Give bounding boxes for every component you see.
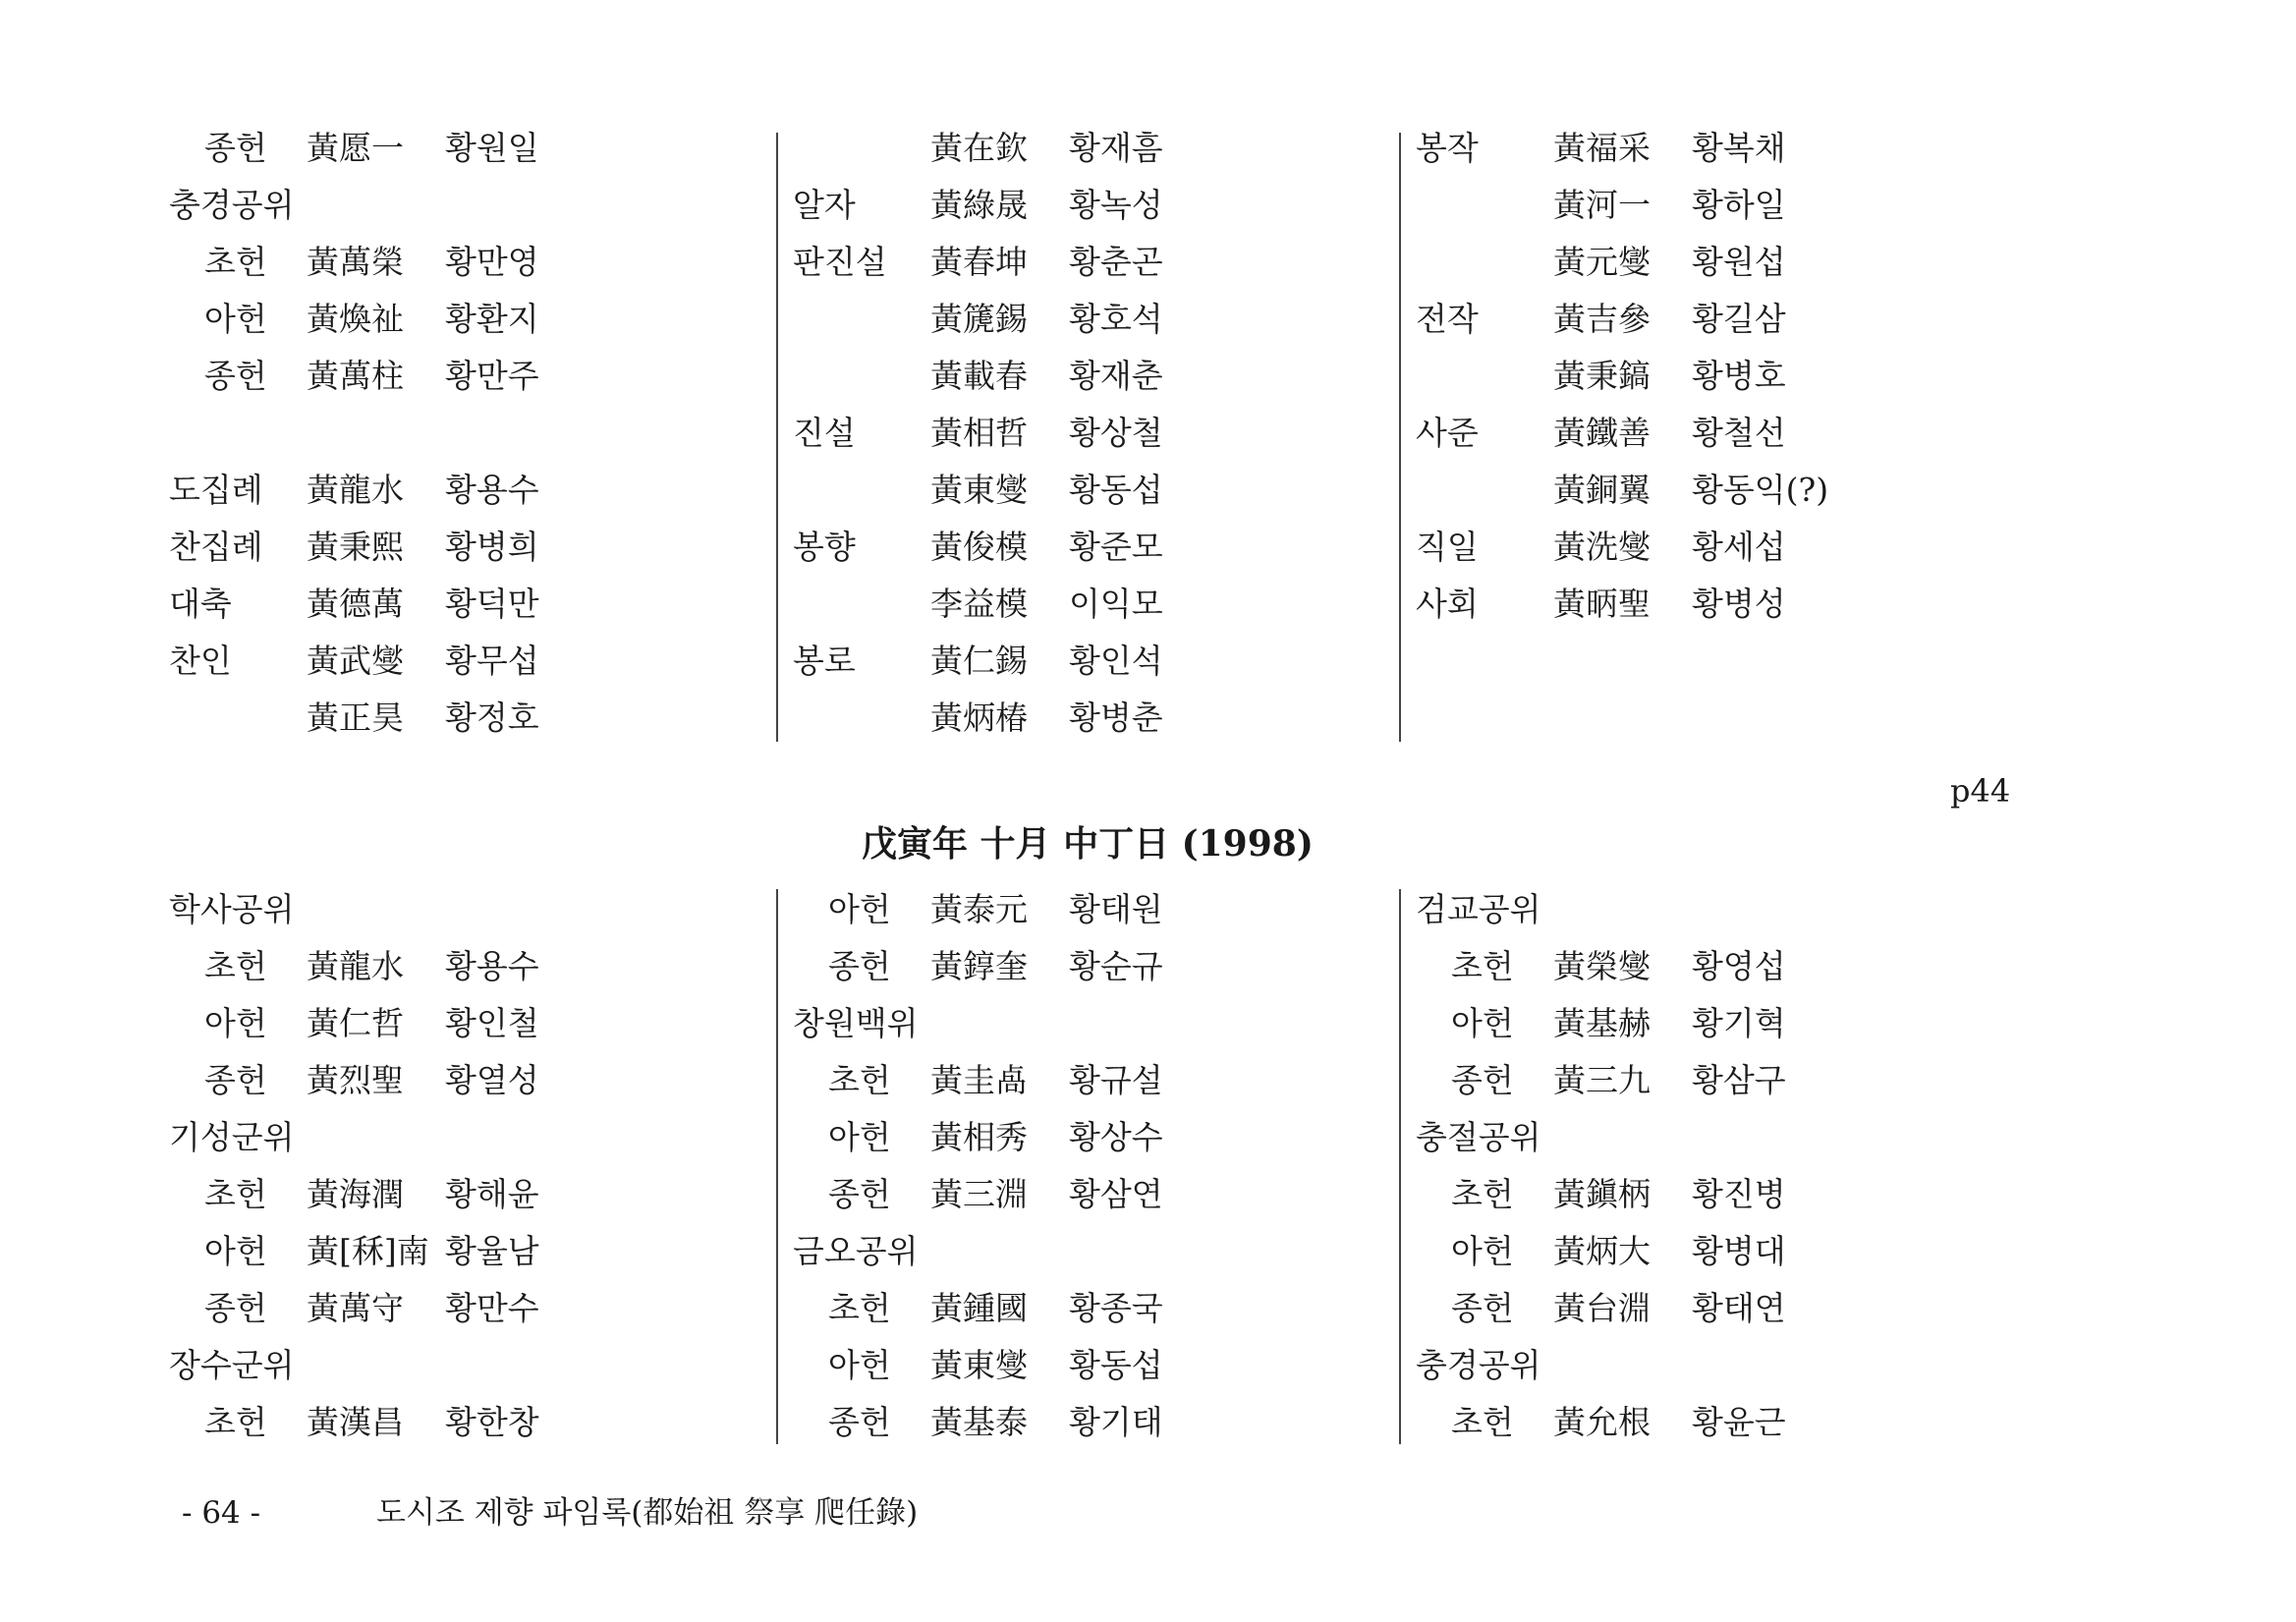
role-label: 봉향 [793,528,856,566]
footer-book-title: 도시조 제향 파임록(都始祖 祭享 爬任錄) [376,1495,919,1531]
hanja-name: 黃綠晟 [930,186,1028,224]
hangul-name: 황환지 [445,300,539,338]
role-label: 직일 [1416,528,1479,566]
role-label: 도집례 [169,471,263,509]
role-label: 봉작 [1416,129,1479,167]
role-label: 종헌 [204,1061,267,1099]
hangul-name: 황삼연 [1069,1175,1163,1213]
hangul-name: 황인석 [1069,642,1163,680]
entry-row [1416,1342,1927,1389]
hanja-name: 黃仁哲 [307,1004,404,1042]
entry-row [169,1000,680,1047]
hangul-name: 황병춘 [1069,699,1163,737]
hangul-name: 황용수 [445,471,539,509]
entry-row [169,296,680,343]
hangul-name: 황율남 [445,1232,539,1270]
entry-row [793,1114,1304,1161]
hanja-name: 黃鎭柄 [1553,1175,1651,1213]
entry-row [1416,1171,1927,1218]
role-label: 전작 [1416,300,1479,338]
hanja-name: 黃福采 [1553,129,1651,167]
hangul-name: 황인철 [445,1004,539,1042]
hangul-name: 황만영 [445,243,539,281]
hangul-name: 황춘곤 [1069,243,1163,281]
column-divider [1399,133,1401,742]
role-label: 금오공위 [793,1232,919,1270]
hanja-name: 黃元燮 [1553,243,1651,281]
hanja-name: 黃圭卨 [930,1061,1028,1099]
hangul-name: 황세섭 [1692,528,1786,566]
hanja-name: 黃秉熙 [307,528,404,566]
hanja-name: 黃[秝]南 [307,1232,429,1270]
hangul-name: 황준모 [1069,528,1163,566]
hangul-name: 황순규 [1069,947,1163,985]
hanja-name: 黃鍾國 [930,1289,1028,1327]
entry-row [1416,296,1927,343]
hanja-name: 黃鐵善 [1553,414,1651,452]
role-label: 종헌 [828,1175,891,1213]
hangul-name: 황병성 [1692,585,1786,623]
hangul-name: 황기태 [1069,1403,1163,1441]
role-label: 사준 [1416,414,1479,452]
role-label: 아헌 [204,1004,267,1042]
entry-row [1416,353,1927,400]
entry-row [169,125,680,172]
hangul-name: 황종국 [1069,1289,1163,1327]
entry-row [169,886,680,933]
hangul-name: 황진병 [1692,1175,1786,1213]
entry-row [793,1228,1304,1275]
hanja-name: 黃載春 [930,357,1028,395]
hanja-name: 黃秉鎬 [1553,357,1651,395]
entry-row [169,1342,680,1389]
hangul-name: 황철선 [1692,414,1786,452]
hanja-name: 黃三九 [1553,1061,1651,1099]
role-label: 검교공위 [1416,890,1541,928]
column-divider [776,889,778,1444]
hanja-name: 黃萬守 [307,1289,404,1327]
entry-row [169,1285,680,1332]
hanja-name: 黃台淵 [1553,1289,1651,1327]
hangul-name: 황덕만 [445,585,539,623]
column-divider [776,133,778,742]
entry-row [793,1171,1304,1218]
hangul-name: 황열성 [445,1061,539,1099]
entry-row [169,638,680,685]
entry-row [1416,125,1927,172]
hanja-name: 黃相哲 [930,414,1028,452]
hanja-name: 黃漢昌 [307,1403,404,1441]
role-label: 아헌 [1451,1232,1514,1270]
entry-row [793,296,1304,343]
hangul-name: 황규설 [1069,1061,1163,1099]
entry-row [169,239,680,286]
hanja-name: 黃東燮 [930,1346,1028,1384]
role-label: 초헌 [204,1175,267,1213]
hangul-name: 황해윤 [445,1175,539,1213]
role-label: 기성군위 [169,1118,295,1156]
hanja-name: 黃吉參 [1553,300,1651,338]
hangul-name: 황만주 [445,357,539,395]
role-label: 초헌 [1451,1403,1514,1441]
role-label: 초헌 [828,1289,891,1327]
entry-row [169,524,680,571]
hanja-name: 黃東燮 [930,471,1028,509]
entry-row [1416,1228,1927,1275]
hangul-name: 이익모 [1069,585,1163,623]
entry-row [1416,182,1927,229]
entry-row [169,1114,680,1161]
entry-row [1416,1285,1927,1332]
hanja-name: 黃銅翼 [1553,471,1651,509]
hangul-name: 황동섭 [1069,471,1163,509]
hangul-name: 황삼구 [1692,1061,1786,1099]
role-label: 초헌 [1451,1175,1514,1213]
role-label: 사회 [1416,585,1479,623]
role-label: 아헌 [1451,1004,1514,1042]
hanja-name: 黃錞奎 [930,947,1028,985]
entry-row [169,1228,680,1275]
entry-row [793,239,1304,286]
role-label: 초헌 [1451,947,1514,985]
role-label: 찬집례 [169,528,263,566]
hanja-name: 黃烈聖 [307,1061,404,1099]
hanja-name: 黃洗燮 [1553,528,1651,566]
entry-row [1416,1057,1927,1104]
hanja-name: 黃河一 [1553,186,1651,224]
entry-row [169,695,680,742]
entry-row [793,1399,1304,1446]
hangul-name: 황태원 [1069,890,1163,928]
hanja-name: 黃愿一 [307,129,404,167]
role-label: 종헌 [204,129,267,167]
role-label: 종헌 [204,1289,267,1327]
entry-row [1416,1114,1927,1161]
entry-row [169,182,680,229]
hangul-name: 황무섭 [445,642,539,680]
hangul-name: 황호석 [1069,300,1163,338]
role-label: 종헌 [828,947,891,985]
hanja-name: 黃龍水 [307,947,404,985]
role-label: 아헌 [204,300,267,338]
role-label: 종헌 [828,1403,891,1441]
hanja-name: 黃在欽 [930,129,1028,167]
hanja-name: 黃俊模 [930,528,1028,566]
hangul-name: 황용수 [445,947,539,985]
role-label: 판진설 [793,243,887,281]
entry-row [793,182,1304,229]
hanja-name: 黃萬柱 [307,357,404,395]
entry-row [793,581,1304,628]
hangul-name: 황동섭 [1069,1346,1163,1384]
hangul-name: 황기혁 [1692,1004,1786,1042]
entry-row [169,353,680,400]
hanja-name: 黃榮燮 [1553,947,1651,985]
role-label: 봉로 [793,642,856,680]
entry-row [793,886,1304,933]
role-label: 초헌 [204,243,267,281]
entry-row [1416,1000,1927,1047]
entry-row [1416,581,1927,628]
hanja-name: 黃炳椿 [930,699,1028,737]
hangul-name: 황영섭 [1692,947,1786,985]
hanja-name: 李益模 [930,585,1028,623]
entry-row [793,1342,1304,1389]
column-divider [1399,889,1401,1444]
entry-row [169,1171,680,1218]
hanja-name: 黃萬榮 [307,243,404,281]
role-label: 학사공위 [169,890,295,928]
role-label: 종헌 [1451,1289,1514,1327]
role-label: 진설 [793,414,856,452]
role-label: 아헌 [828,890,891,928]
hangul-name: 황동익(?) [1692,471,1829,509]
hangul-name: 황만수 [445,1289,539,1327]
entry-row [169,581,680,628]
hanja-name: 黃相秀 [930,1118,1028,1156]
hanja-name: 黃炳大 [1553,1232,1651,1270]
hangul-name: 황정호 [445,699,539,737]
entry-row [793,125,1304,172]
role-label: 초헌 [828,1061,891,1099]
role-label: 찬인 [169,642,232,680]
hanja-name: 黃基泰 [930,1403,1028,1441]
hanja-name: 黃武燮 [307,642,404,680]
hangul-name: 황상철 [1069,414,1163,452]
hangul-name: 황상수 [1069,1118,1163,1156]
hanja-name: 黃正昊 [307,699,404,737]
role-label: 충경공위 [1416,1346,1541,1384]
role-label: 충경공위 [169,186,295,224]
hangul-name: 황한창 [445,1403,539,1441]
entry-row [793,1000,1304,1047]
entry-row [1416,886,1927,933]
hangul-name: 황하일 [1692,186,1786,224]
hanja-name: 黃昞聖 [1553,585,1651,623]
entry-row [1416,943,1927,990]
entry-row [1416,524,1927,571]
entry-row [793,695,1304,742]
entry-row [793,467,1304,514]
hangul-name: 황태연 [1692,1289,1786,1327]
entry-row [793,943,1304,990]
entry-row [793,524,1304,571]
entry-row [169,943,680,990]
section-heading: 戊寅年 十月 中丁日 (1998) [862,823,1314,865]
hangul-name: 황녹성 [1069,186,1163,224]
role-label: 종헌 [204,357,267,395]
hangul-name: 황원섭 [1692,243,1786,281]
entry-row [793,353,1304,400]
role-label: 초헌 [204,947,267,985]
entry-row [793,1285,1304,1332]
hanja-name: 黃三淵 [930,1175,1028,1213]
hanja-name: 黃海潤 [307,1175,404,1213]
entry-row [793,410,1304,457]
hanja-name: 黃仁錫 [930,642,1028,680]
entry-row [169,410,680,457]
hanja-name: 黃春坤 [930,243,1028,281]
hanja-name: 黃龍水 [307,471,404,509]
entry-row [1416,410,1927,457]
hanja-name: 黃篪錫 [930,300,1028,338]
entry-row [169,467,680,514]
footer-page-number: - 64 - [182,1495,261,1531]
entry-row [169,1057,680,1104]
hangul-name: 황병호 [1692,357,1786,395]
role-label: 아헌 [204,1232,267,1270]
entry-row [169,1399,680,1446]
role-label: 초헌 [204,1403,267,1441]
hangul-name: 황재흠 [1069,129,1163,167]
hanja-name: 黃允根 [1553,1403,1651,1441]
hangul-name: 황원일 [445,129,539,167]
role-label: 종헌 [1451,1061,1514,1099]
role-label: 아헌 [828,1118,891,1156]
hanja-name: 黃基赫 [1553,1004,1651,1042]
hanja-name: 黃煥祉 [307,300,404,338]
role-label: 아헌 [828,1346,891,1384]
hangul-name: 황길삼 [1692,300,1786,338]
entry-row [793,1057,1304,1104]
role-label: 충절공위 [1416,1118,1541,1156]
hanja-name: 黃德萬 [307,585,404,623]
hanja-name: 黃泰元 [930,890,1028,928]
hangul-name: 황윤근 [1692,1403,1786,1441]
hangul-name: 황복채 [1692,129,1786,167]
entry-row [1416,467,1927,514]
hangul-name: 황재춘 [1069,357,1163,395]
entry-row [793,638,1304,685]
role-label: 알자 [793,186,856,224]
hangul-name: 황병희 [445,528,539,566]
entry-row [1416,1399,1927,1446]
role-label: 창원백위 [793,1004,919,1042]
entry-row [1416,239,1927,286]
role-label: 대축 [169,585,232,623]
role-label: 장수군위 [169,1346,295,1384]
hangul-name: 황병대 [1692,1232,1786,1270]
page-reference: p44 [1950,772,2011,810]
